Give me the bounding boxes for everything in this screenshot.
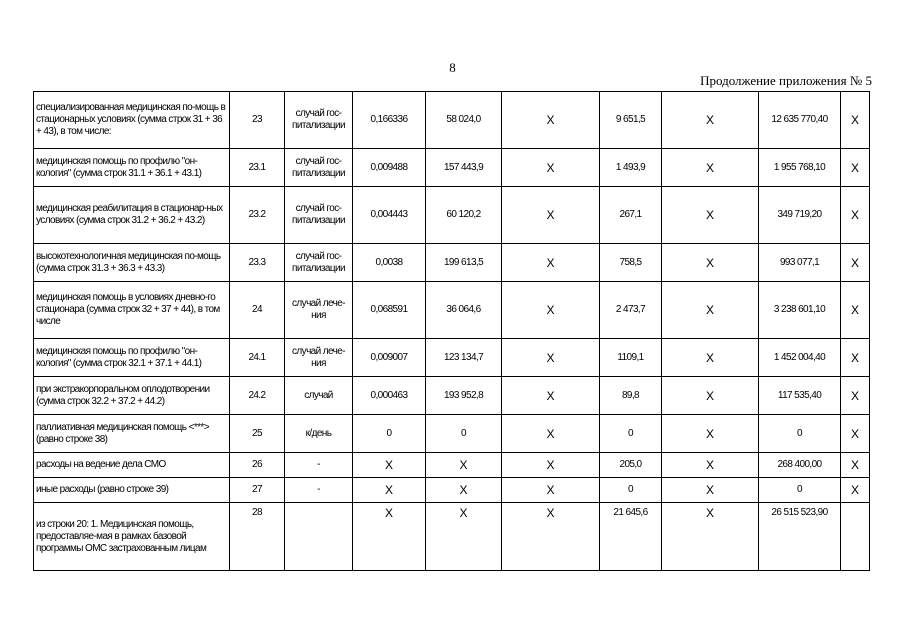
value-cell: X	[662, 415, 759, 453]
value-cell: X	[841, 187, 870, 244]
value-cell: X	[841, 339, 870, 377]
value-cell: 3 238 601,10	[759, 282, 841, 339]
value-cell: X	[353, 453, 426, 478]
value-cell: X	[662, 339, 759, 377]
unit-cell: -	[285, 478, 353, 503]
value-cell: 349 719,20	[759, 187, 841, 244]
row-code-cell: 27	[230, 478, 285, 503]
value-cell: 26 515 523,90	[759, 503, 841, 571]
value-cell: 758,5	[600, 244, 662, 282]
value-cell: 0	[353, 415, 426, 453]
unit-cell: случай гос-питализации	[285, 187, 353, 244]
value-cell: 123 134,7	[426, 339, 502, 377]
value-cell: X	[662, 92, 759, 149]
value-cell: X	[502, 478, 600, 503]
value-cell: X	[662, 187, 759, 244]
value-cell: 1 955 768,10	[759, 149, 841, 187]
table-row	[34, 339, 870, 377]
value-cell: X	[426, 503, 502, 571]
value-cell: 0	[600, 415, 662, 453]
value-cell: X	[502, 503, 600, 571]
value-cell: 0	[759, 415, 841, 453]
value-cell: X	[841, 377, 870, 415]
value-cell: 1 452 004,40	[759, 339, 841, 377]
value-cell: 0,009007	[353, 339, 426, 377]
value-cell: 21 645,6	[600, 503, 662, 571]
row-name-cell: паллиативная медицинская помощь <***> (равно строке 38)	[34, 415, 230, 453]
row-code-cell: 25	[230, 415, 285, 453]
value-cell: X	[502, 415, 600, 453]
table-row	[34, 92, 870, 149]
value-cell: X	[502, 187, 600, 244]
unit-cell: к/день	[285, 415, 353, 453]
value-cell: 205,0	[600, 453, 662, 478]
value-cell: 12 635 770,40	[759, 92, 841, 149]
table-row	[34, 503, 870, 571]
row-code-cell: 26	[230, 453, 285, 478]
value-cell: X	[841, 282, 870, 339]
row-name-cell: иные расходы (равно строке 39)	[34, 478, 230, 503]
value-cell: 0	[426, 415, 502, 453]
value-cell: X	[841, 453, 870, 478]
value-cell: X	[502, 453, 600, 478]
value-cell: X	[662, 149, 759, 187]
value-cell: 1 493,9	[600, 149, 662, 187]
value-cell: 0,004443	[353, 187, 426, 244]
value-cell: 0	[600, 478, 662, 503]
financing-table	[33, 91, 870, 571]
unit-cell: случай	[285, 377, 353, 415]
row-name-cell: при экстракорпоральном оплодотворении (сумма строк 32.2 + 37.2 + 44.2)	[34, 377, 230, 415]
table-row	[34, 282, 870, 339]
value-cell: X	[426, 478, 502, 503]
value-cell: 268 400,00	[759, 453, 841, 478]
row-name-cell: специализированная медицинская по-мощь в стационарных условиях (сумма строк 31 + 36 + 43), в том числе:	[34, 92, 230, 149]
value-cell: X	[841, 92, 870, 149]
value-cell: X	[662, 244, 759, 282]
value-cell: X	[353, 503, 426, 571]
value-cell: 58 024,0	[426, 92, 502, 149]
unit-cell: случай гос-питализации	[285, 149, 353, 187]
table-row	[34, 377, 870, 415]
value-cell: 9 651,5	[600, 92, 662, 149]
value-cell: X	[841, 478, 870, 503]
unit-cell	[285, 503, 353, 571]
row-code-cell: 23.3	[230, 244, 285, 282]
row-code-cell: 24	[230, 282, 285, 339]
value-cell: 0,009488	[353, 149, 426, 187]
value-cell: 89,8	[600, 377, 662, 415]
value-cell: X	[662, 453, 759, 478]
row-name-cell: медицинская помощь по профилю "он-кология" (сумма строк 31.1 + 36.1 + 43.1)	[34, 149, 230, 187]
page-number: 8	[449, 60, 456, 75]
value-cell: X	[502, 149, 600, 187]
value-cell: 60 120,2	[426, 187, 502, 244]
value-cell: 2 473,7	[600, 282, 662, 339]
continuation-label: Продолжение приложения № 5	[700, 73, 872, 88]
row-code-cell: 23	[230, 92, 285, 149]
row-name-cell: медицинская реабилитация в стационар-ных условиях (сумма строк 31.2 + 36.2 + 43.2)	[34, 187, 230, 244]
unit-cell: случай гос-питализации	[285, 92, 353, 149]
value-cell: X	[662, 377, 759, 415]
value-cell: 0	[759, 478, 841, 503]
value-cell: X	[426, 453, 502, 478]
value-cell: 267,1	[600, 187, 662, 244]
row-name-cell: медицинская помощь в условиях дневно-го стационара (сумма строк 32 + 37 + 44), в том числе	[34, 282, 230, 339]
table-row	[34, 453, 870, 478]
value-cell: 1109,1	[600, 339, 662, 377]
value-cell: X	[841, 244, 870, 282]
unit-cell: -	[285, 453, 353, 478]
value-cell: X	[502, 92, 600, 149]
row-code-cell: 23.1	[230, 149, 285, 187]
value-cell: X	[502, 244, 600, 282]
value-cell: 0,000463	[353, 377, 426, 415]
table-row	[34, 478, 870, 503]
row-name-cell: расходы на ведение дела СМО	[34, 453, 230, 478]
value-cell: X	[841, 415, 870, 453]
value-cell: 993 077,1	[759, 244, 841, 282]
table-row	[34, 149, 870, 187]
unit-cell: случай гос-питализации	[285, 244, 353, 282]
value-cell	[841, 503, 870, 571]
row-name-cell: высокотехнологичная медицинская по-мощь (сумма строк 31.3 + 36.3 + 43.3)	[34, 244, 230, 282]
table-row	[34, 415, 870, 453]
row-code-cell: 28	[230, 503, 285, 571]
value-cell: X	[841, 149, 870, 187]
value-cell: 0,068591	[353, 282, 426, 339]
row-name-cell: из строки 20: 1. Медицинская помощь, предоставляе-мая в рамках базовой программы ОМС застрахованным лицам	[34, 503, 230, 571]
table-row	[34, 244, 870, 282]
unit-cell: случай лече-ния	[285, 339, 353, 377]
value-cell: X	[662, 478, 759, 503]
value-cell: X	[502, 339, 600, 377]
row-code-cell: 24.1	[230, 339, 285, 377]
row-code-cell: 23.2	[230, 187, 285, 244]
value-cell: 193 952,8	[426, 377, 502, 415]
row-code-cell: 24.2	[230, 377, 285, 415]
unit-cell: случай лече-ния	[285, 282, 353, 339]
value-cell: X	[502, 377, 600, 415]
value-cell: X	[662, 282, 759, 339]
table-row	[34, 187, 870, 244]
value-cell: X	[353, 478, 426, 503]
value-cell: 199 613,5	[426, 244, 502, 282]
value-cell: 157 443,9	[426, 149, 502, 187]
value-cell: 0,166336	[353, 92, 426, 149]
value-cell: X	[502, 282, 600, 339]
value-cell: X	[662, 503, 759, 571]
value-cell: 117 535,40	[759, 377, 841, 415]
value-cell: 0,0038	[353, 244, 426, 282]
value-cell: 36 064,6	[426, 282, 502, 339]
row-name-cell: медицинская помощь по профилю "он-кология" (сумма строк 32.1 + 37.1 + 44.1)	[34, 339, 230, 377]
